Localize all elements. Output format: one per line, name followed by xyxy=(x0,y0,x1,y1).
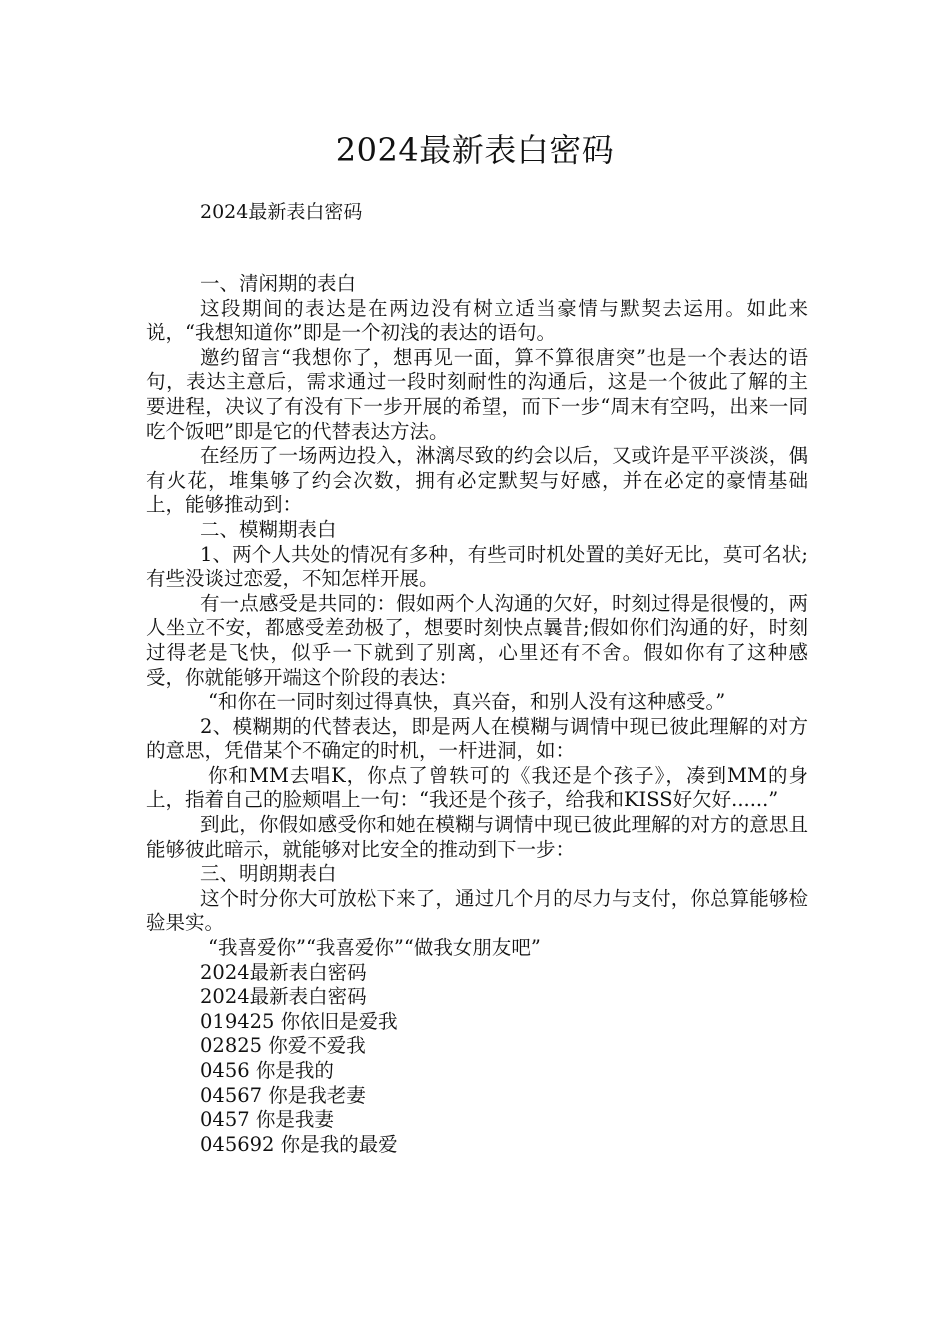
quote-paragraph: “我喜爱你”“我喜爱你”“做我女朋友吧” xyxy=(208,936,541,960)
code-list-item: 045692 你是我的最爱 xyxy=(200,1132,398,1156)
paragraph: 邀约留言“我想你了，想再见一面，算不算很唐突”也是一个表达的语句，表达主意后，需求通过一段时刻耐性的沟通后，这是一个彼此了解的主要进程，决议了有没有下一步开展的希望，而下一步“周末有空吗，出来一同吃个饭吧”即是它的代替表达方法。 xyxy=(146,345,808,443)
section-heading-3: 三、明朗期表白 xyxy=(200,862,337,886)
paragraph: 这个时分你大可放松下来了，通过几个月的尽力与支付，你总算能够检验果实。 xyxy=(146,886,808,935)
code-list-item: 019425 你依旧是爱我 xyxy=(200,1009,398,1033)
code-list-item: 0456 你是我的 xyxy=(200,1059,334,1082)
quote-paragraph: “和你在一同时刻过得真快，真兴奋，和别人没有这种感受。” xyxy=(208,690,726,714)
paragraph: 这段期间的表达是在两边没有树立适当豪情与默契去运用。如此来说，“我想知道你”即是一个初浅的表达的语句。 xyxy=(146,296,808,345)
paragraph: 1、两个人共处的情况有多种，有些司时机处置的美好无比，莫可名状;有些没谈过恋爱，不知怎样开展。 xyxy=(146,542,808,591)
code-list-item: 02825 你爱不爱我 xyxy=(200,1034,366,1058)
paragraph: 到此，你假如感受你和她在模糊与调情中现已彼此理解的对方的意思且能够彼此暗示，就能够对比安全的推动到下一步： xyxy=(146,813,808,861)
section-heading-2: 二、模糊期表白 xyxy=(200,517,337,541)
section-heading-1: 一、清闲期的表白 xyxy=(200,272,357,295)
code-list xyxy=(146,961,808,1158)
document-subtitle: 2024最新表白密码 xyxy=(200,201,363,223)
document-title: 2024最新表白密码 xyxy=(335,131,615,169)
code-list-item: 2024最新表白密码 xyxy=(200,985,367,1009)
paragraph: 有一点感受是共同的：假如两个人沟通的欠好，时刻过得是很慢的，两人坐立不安，都感受差劲极了，想要时刻快点曩昔;假如你们沟通的好，时刻过得老是飞快，似乎一下就到了别离，心里还有不舍。假如你有了这种感受，你就能够开端这个阶段的表达： xyxy=(146,591,808,689)
document-body xyxy=(146,272,808,1157)
paragraph: 在经历了一场两边投入，淋漓尽致的约会以后，又或许是平平淡淡，偶有火花，堆集够了约会次数，拥有必定默契与好感，并在必定的豪情基础上，能够推动到： xyxy=(146,444,808,517)
code-list-item: 0457 你是我妻 xyxy=(200,1108,334,1132)
code-list-item: 04567 你是我老妻 xyxy=(200,1083,366,1107)
code-list-item: 2024最新表白密码 xyxy=(200,960,367,984)
paragraph: 你和MM去唱K，你点了曾轶可的《我还是个孩子》，凑到MM的身上，指着自己的脸颊唱上一句：“我还是个孩子，给我和KISS好欠好......” xyxy=(146,763,808,812)
paragraph: 2、模糊期的代替表达，即是两人在模糊与调情中现已彼此理解的对方的意思，凭借某个不确定的时机，一杆进洞，如： xyxy=(146,714,808,763)
